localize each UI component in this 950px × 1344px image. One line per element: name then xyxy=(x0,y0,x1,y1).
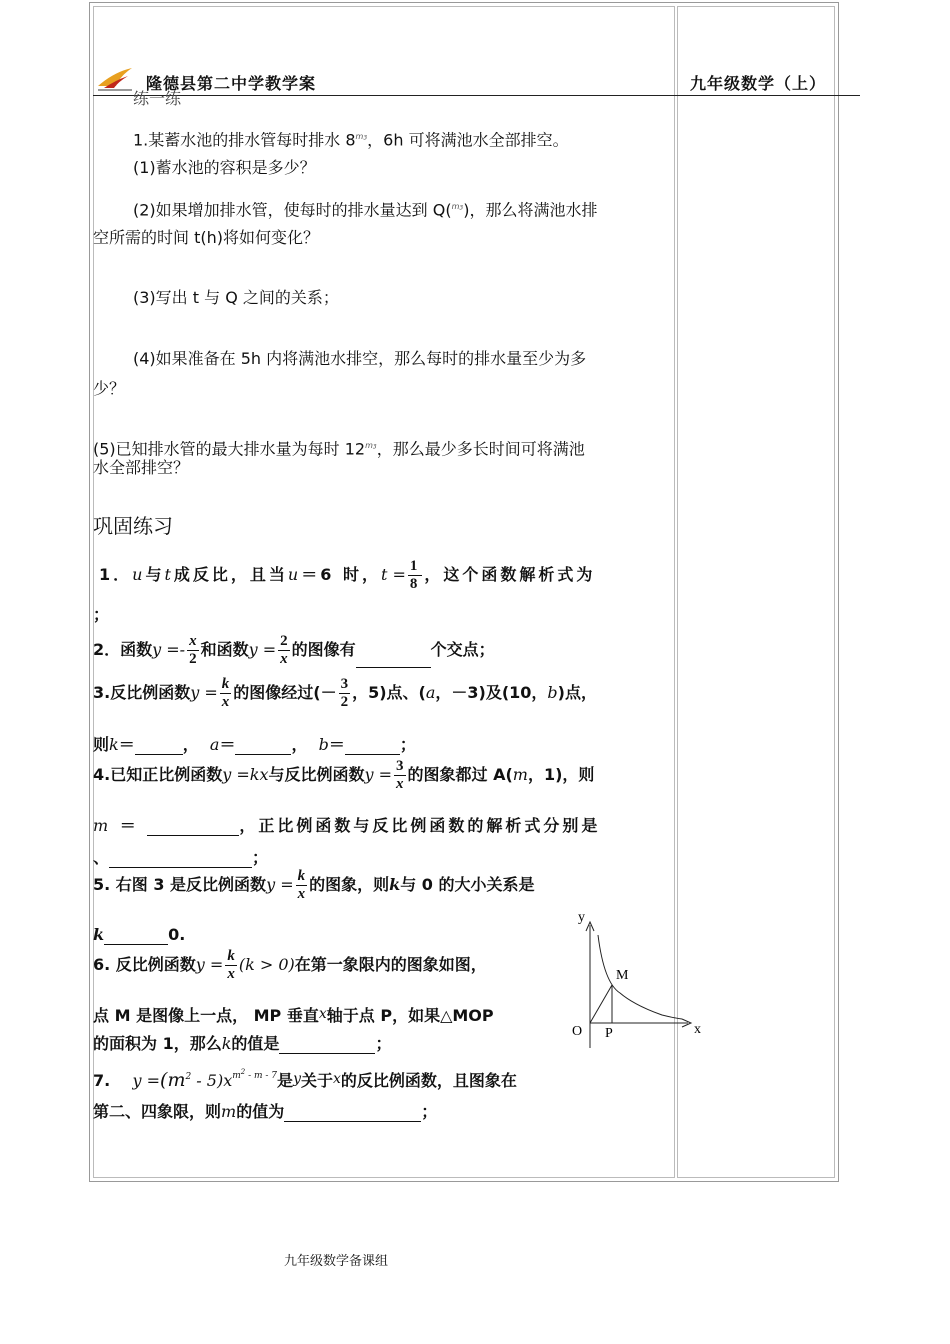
question-1-part-4-cont: 少？ xyxy=(93,379,126,398)
point-m-label: M xyxy=(616,968,629,983)
school-logo-icon xyxy=(96,66,136,94)
footer-text: 九年级数学备课组 xyxy=(284,1254,389,1269)
section-consolidation-title: 巩固练习 xyxy=(93,514,173,538)
inverse-function-graph xyxy=(560,905,710,1055)
question-1-part-2: (2)如果增加排水管，使每时的排水量达到 Q($^{m3}$)，那么将满池水排 xyxy=(133,200,598,220)
hyperbola-curve xyxy=(598,935,682,1019)
exercise-6-question: 的面积为 1，那么k的值是 ； xyxy=(93,1034,392,1053)
segment-om xyxy=(590,985,612,1023)
exercise-5-answer: k 0. xyxy=(93,925,186,944)
exercise-1-end: ； xyxy=(93,605,110,624)
point-p-label: P xyxy=(605,1026,613,1041)
question-1-part-2-cont: 空所需的时间 t(h)将如何变化？ xyxy=(93,228,319,247)
exercise-7: 7. $y =(m^2 - 5)x^{m2}$ $^{- m - 7}$是y关于x的反比例函数，且图象在 xyxy=(93,1068,517,1091)
question-1-part-1: (1)蓄水池的容积是多少？ xyxy=(133,158,316,177)
exercise-6-cont: 点 M 是图像上一点， MP 垂直x轴于点 P，如果△MOP xyxy=(93,1006,494,1025)
x-axis-label: x xyxy=(694,1022,701,1037)
school-name: 隆德县第二中学教学案 xyxy=(146,74,317,93)
header-rule xyxy=(93,95,860,96)
question-1-part-3: (3)写出 t 与 Q 之间的关系； xyxy=(133,288,339,307)
origin-label: O xyxy=(572,1024,583,1039)
exercise-3: 3.反比例函数y = $\frac{k}{x}$ 的图像经过(－ $\frac{3}{2}$ ，5)点、(a，－3)及(10，b)点， xyxy=(93,676,597,710)
exercise-3-answers: 则k＝ ， a＝ ， b＝ ； xyxy=(93,735,416,754)
y-axis-label: y xyxy=(578,910,585,925)
exercise-6: 6. 反比例函数y = $\frac{k}{x}$ (k > 0)在第一象限内的图象如图， xyxy=(93,948,487,982)
section-practice-title: 练一练 xyxy=(133,89,182,108)
exercise-2: 2．函数y =- $\frac{x}{2}$ 和函数y = $\frac{2}{x}$ 的图像有 个交点； xyxy=(93,633,495,667)
exercise-7-question: 第二、四象限，则m的值为 ； xyxy=(93,1102,438,1121)
question-1-part-4: (4)如果准备在 5h 内将满池水排空，那么每时的排水量至少为多 xyxy=(133,349,587,368)
exercise-4-answers: m ＝ ，正比例函数与反比例函数的解析式分别是 xyxy=(93,816,601,835)
question-1-part-5-cont: 水全部排空？ xyxy=(93,458,190,477)
exercise-1: 1．u与t成反比，且当u＝6 时，t = $\frac{1}{8}$ ，这个函数解析式为 xyxy=(99,558,596,592)
exercise-4: 4.已知正比例函数y =kx与反比例函数y = $\frac{3}{x}$ 的图象都过 A(m，1)，则 xyxy=(93,758,595,792)
question-1-part-5: (5)已知排水管的最大排水量为每时 $12^{m3}$，那么最少多长时间可将满池 xyxy=(93,439,585,459)
grade-title: 九年级数学（上） xyxy=(690,74,827,93)
exercise-5: 5. 右图 3 是反比例函数y = $\frac{k}{x}$ 的图象，则k与 0 的大小关系是 xyxy=(93,868,535,902)
exercise-4-answers-cont: 、 ； xyxy=(93,848,269,867)
question-1-intro: 1.某蓄水池的排水管每时排水 $8^{m3}$，6h 可将满池水全部排空。 xyxy=(133,130,569,150)
